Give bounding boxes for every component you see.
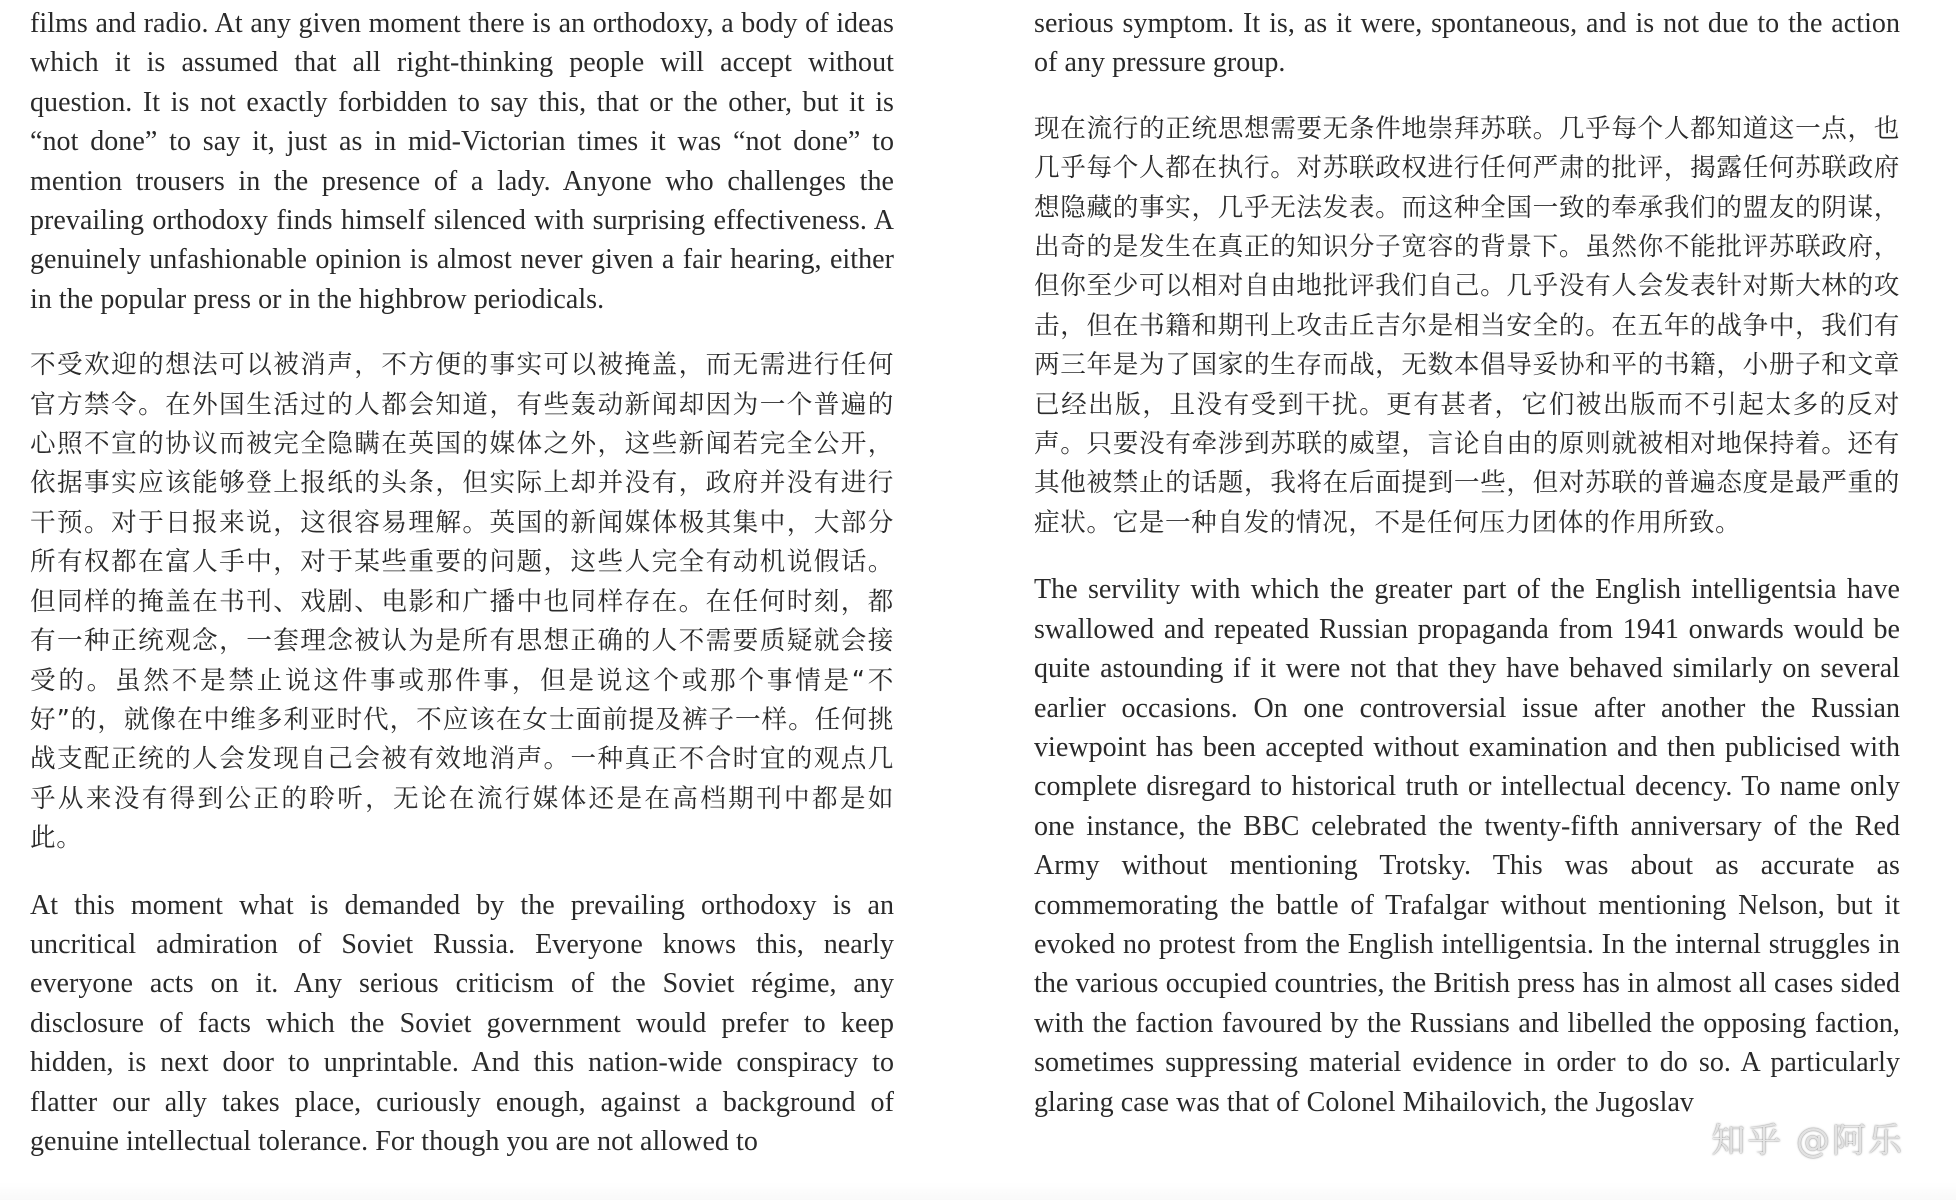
right-paragraph-3-english: The servility with which the greater part of the English intelligentsia have swallowed and repeated Russian propaganda from 1941 onwards would be quite astounding if it were not that they have behaved similarly on several earlier occasions. On one controversial issue after another the Russian viewpoint has been accepted without examination and then publicised with complete disregard to historical truth or intellectual decency. To name only one instance, the BBC celebrated the twenty-fifth anniversary of the Red Army without mentioning Trotsky. This was about as accurate as commemorating the battle of Trafalgar without mentioning Nelson, but it evoked no protest from the English intelligentsia. In the internal struggles in the various occupied countries, the British press has in almost all cases sided with the faction favoured by the Russians and libelled the opposing faction, sometimes suppressing material evidence in order to do so. A particularly glaring case was that of Colonel Mihailovich, the Jugoslav bbox=[1034, 574, 1900, 1118]
bottom-edge-fade bbox=[0, 1182, 1956, 1200]
left-paragraph-2-chinese: 不受欢迎的想法可以被消声，不方便的事实可以被掩盖，而无需进行任何官方禁令。在外国生活过的人都会知道，有些轰动新闻却因为一个普遍的心照不宣的协议而被完全隐瞒在英国的媒体之外，这些新闻若完全公开，依据事实应该能够登上报纸的头条，但实际上却并没有，政府并没有进行干预。对于日报来说，这很容易理解。英国的新闻媒体极其集中，大部分所有权都在富人手中，对于某些重要的问题，这些人完全有动机说假话。但同样的掩盖在书刊、戏剧、电影和广播中也同样存在。在任何时刻，都有一种正统观念，一套理念被认为是所有思想正确的人不需要质疑就会接受的。虽然不是禁止说这件事或那件事，但是说这个或那个事情是“不好”的，就像在中维多利亚时代，不应该在女士面前提及裤子一样。任何挑战支配正统的人会发现自己会被有效地消声。一种真正不合时宜的观点几乎从来没有得到公正的聆听，无论在流行媒体还是在高档期刊中都是如此。 bbox=[30, 350, 895, 854]
right-paragraph-2-chinese: 现在流行的正统思想需要无条件地崇拜苏联。几乎每个人都知道这一点，也几乎每个人都在执行。对苏联政权进行任何严肃的批评，揭露任何苏联政府想隐藏的事实，几乎无法发表。而这种全国一致的奉承我们的盟友的阴谋，出奇的是发生在真正的知识分子宽容的背景下。虽然你不能批评苏联政府，但你至少可以相对自由地批评我们自己。几乎没有人会发表针对斯大林的攻击，但在书籍和期刊上攻击丘吉尔是相当安全的。在五年的战争中，我们有两三年是为了国家的生存而战，无数本倡导妥协和平的书籍，小册子和文章已经出版，且没有受到干扰。更有甚者，它们被出版而不引起太多的反对声。只要没有牵涉到苏联的威望，言论自由的原则就被相对地保持着。还有其他被禁止的话题，我将在后面提到一些，但对苏联的普遍态度是最严重的症状。它是一种自发的情况，不是任何压力团体的作用所致。 bbox=[1034, 113, 1900, 538]
zhihu-watermark: 知乎 @阿乐 bbox=[1711, 1121, 1904, 1161]
right-paragraph-1-english: serious symptom. It is, as it were, spontaneous, and is not due to the action of any pressure group. bbox=[1034, 8, 1900, 79]
left-paragraph-3-english: At this moment what is demanded by the prevailing orthodoxy is an uncritical admiration of Soviet Russia. Everyone knows this, nearly everyone acts on it. Any serious criticism of the Soviet régime, any disclosure of facts which the Soviet government would prefer to keep hidden, is next door to unprintable. And this nation-wide conspiracy to flatter our ally takes place, curiously enough, against a background of genuine intellectual tolerance. For though you are not allowed to bbox=[30, 889, 894, 1157]
paragraph-gap bbox=[1034, 83, 1900, 110]
paragraph-gap bbox=[30, 319, 894, 346]
paragraph-gap bbox=[1034, 543, 1900, 570]
right-column bbox=[1034, 0, 1900, 1122]
left-paragraph-1-english: films and radio. At any given moment there is an orthodoxy, a body of ideas which it is assumed that all right-thinking people will accept without question. It is not exactly forbidden to say this, that or the other, but it is “not done” to say it, just as in mid-Victorian times it was “not done” to mention trousers in the presence of a lady. Anyone who challenges the prevailing orthodoxy finds himself silenced with surprising effectiveness. A genuinely unfashionable opinion is almost never given a fair hearing, either in the popular press or in the highbrow periodicals. bbox=[30, 8, 894, 315]
paragraph-gap bbox=[30, 859, 894, 886]
left-column bbox=[30, 0, 894, 1161]
